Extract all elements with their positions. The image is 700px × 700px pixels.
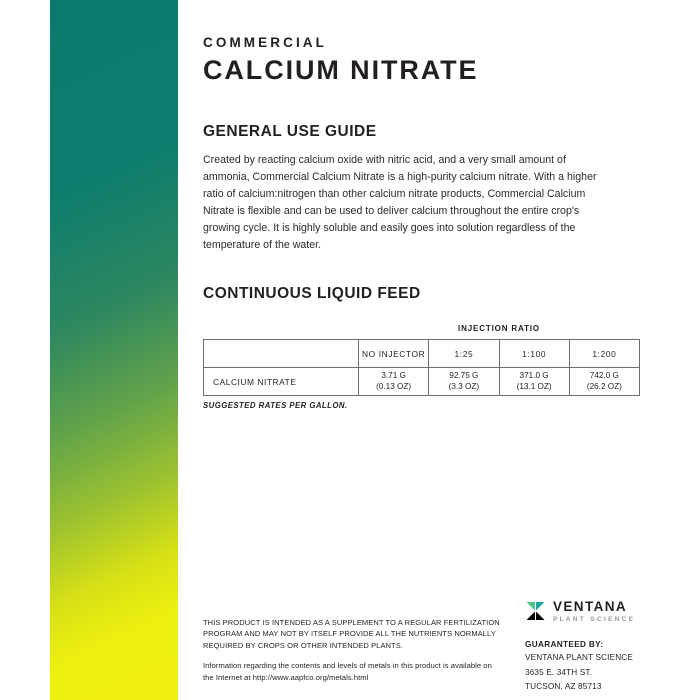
rate-cell-1-200 (569, 368, 639, 396)
row-label-calcium-nitrate: CALCIUM NITRATE (204, 368, 359, 396)
general-use-body: Created by reacting calcium oxide with nitric acid, and a very small amount of ammonia, Commercial Calcium Nitrate is a high-purity calcium nitrate. With a higher ratio of calcium:nitrogen than other calcium nitrate products, Commercial Calcium Nitrate is flexible and can be used to deliver calcium throughout the entire crop's growing cycle. It is highly soluble and easily goes into solution regardless of the temperature of the water. (203, 153, 597, 252)
rates-caption: SUGGESTED RATES PER GALLON. (203, 401, 348, 411)
rate-cell-1-25 (429, 368, 499, 396)
column-header-1-200: 1:200 (569, 340, 639, 368)
rate-grams: 92.75 G (449, 371, 479, 381)
rate-grams: 3.71 G (381, 371, 406, 381)
injection-ratio-label: INJECTION RATIO (458, 324, 540, 334)
column-header-1-100: 1:100 (499, 340, 569, 368)
column-header-no-injector: NO INJECTOR (359, 340, 429, 368)
rate-cell-1-100 (499, 368, 569, 396)
logo-tagline: PLANT SCIENCE (553, 616, 636, 623)
ventana-wordmark (553, 599, 635, 623)
supplement-disclaimer: THIS PRODUCT IS INTENDED AS A SUPPLEMENT TO A REGULAR FERTILIZATION PROGRAM AND MAY NOT BY ITSELF PROVIDE ALL THE NUTRIENTS NORMALLY REQUIRED BY CROPS OR OTHER INTENDED PLANTS. (203, 618, 500, 650)
table-row (204, 368, 640, 396)
footer-legal-block (203, 617, 503, 683)
rate-grams: 742.0 G (589, 371, 619, 381)
logo-company-name: VENTANA (553, 599, 628, 614)
rate-ounces: (3.3 OZ) (448, 381, 480, 391)
rate-ounces: (13.1 OZ) (516, 381, 552, 391)
leaf-icon (525, 601, 546, 622)
column-header-1-25: 1:25 (429, 340, 499, 368)
footer-company-block (525, 599, 675, 693)
rates-table (203, 339, 640, 396)
table-header-row (204, 340, 640, 368)
brand-gradient-bar (50, 0, 178, 700)
guaranteed-by-title: GUARANTEED BY: (525, 640, 604, 650)
metals-information-note: Information regarding the contents and levels of metals in this product is available on the Internet at http://www.aapfco.org/metals.html (203, 661, 492, 682)
rate-ounces: (26.2 OZ) (586, 381, 622, 391)
main-content (203, 0, 663, 700)
general-use-heading: GENERAL USE GUIDE (203, 122, 377, 140)
rates-table-wrap (203, 324, 640, 410)
rate-ounces: (0.13 OZ) (376, 381, 412, 391)
guarantor-city-state-zip: TUCSON, AZ 85713 (525, 682, 602, 692)
table-corner-blank (204, 340, 359, 368)
ventana-logo (525, 599, 675, 623)
rate-cell-no-injector (359, 368, 429, 396)
guarantor-street: 3635 E. 34TH ST. (525, 667, 593, 677)
page-title: CALCIUM NITRATE (203, 54, 479, 85)
page-footer (203, 599, 663, 700)
rate-grams: 371.0 G (519, 371, 549, 381)
guarantor-company: VENTANA PLANT SCIENCE (525, 653, 633, 663)
product-eyebrow: COMMERCIAL (203, 35, 327, 50)
continuous-feed-heading: CONTINUOUS LIQUID FEED (203, 285, 421, 303)
